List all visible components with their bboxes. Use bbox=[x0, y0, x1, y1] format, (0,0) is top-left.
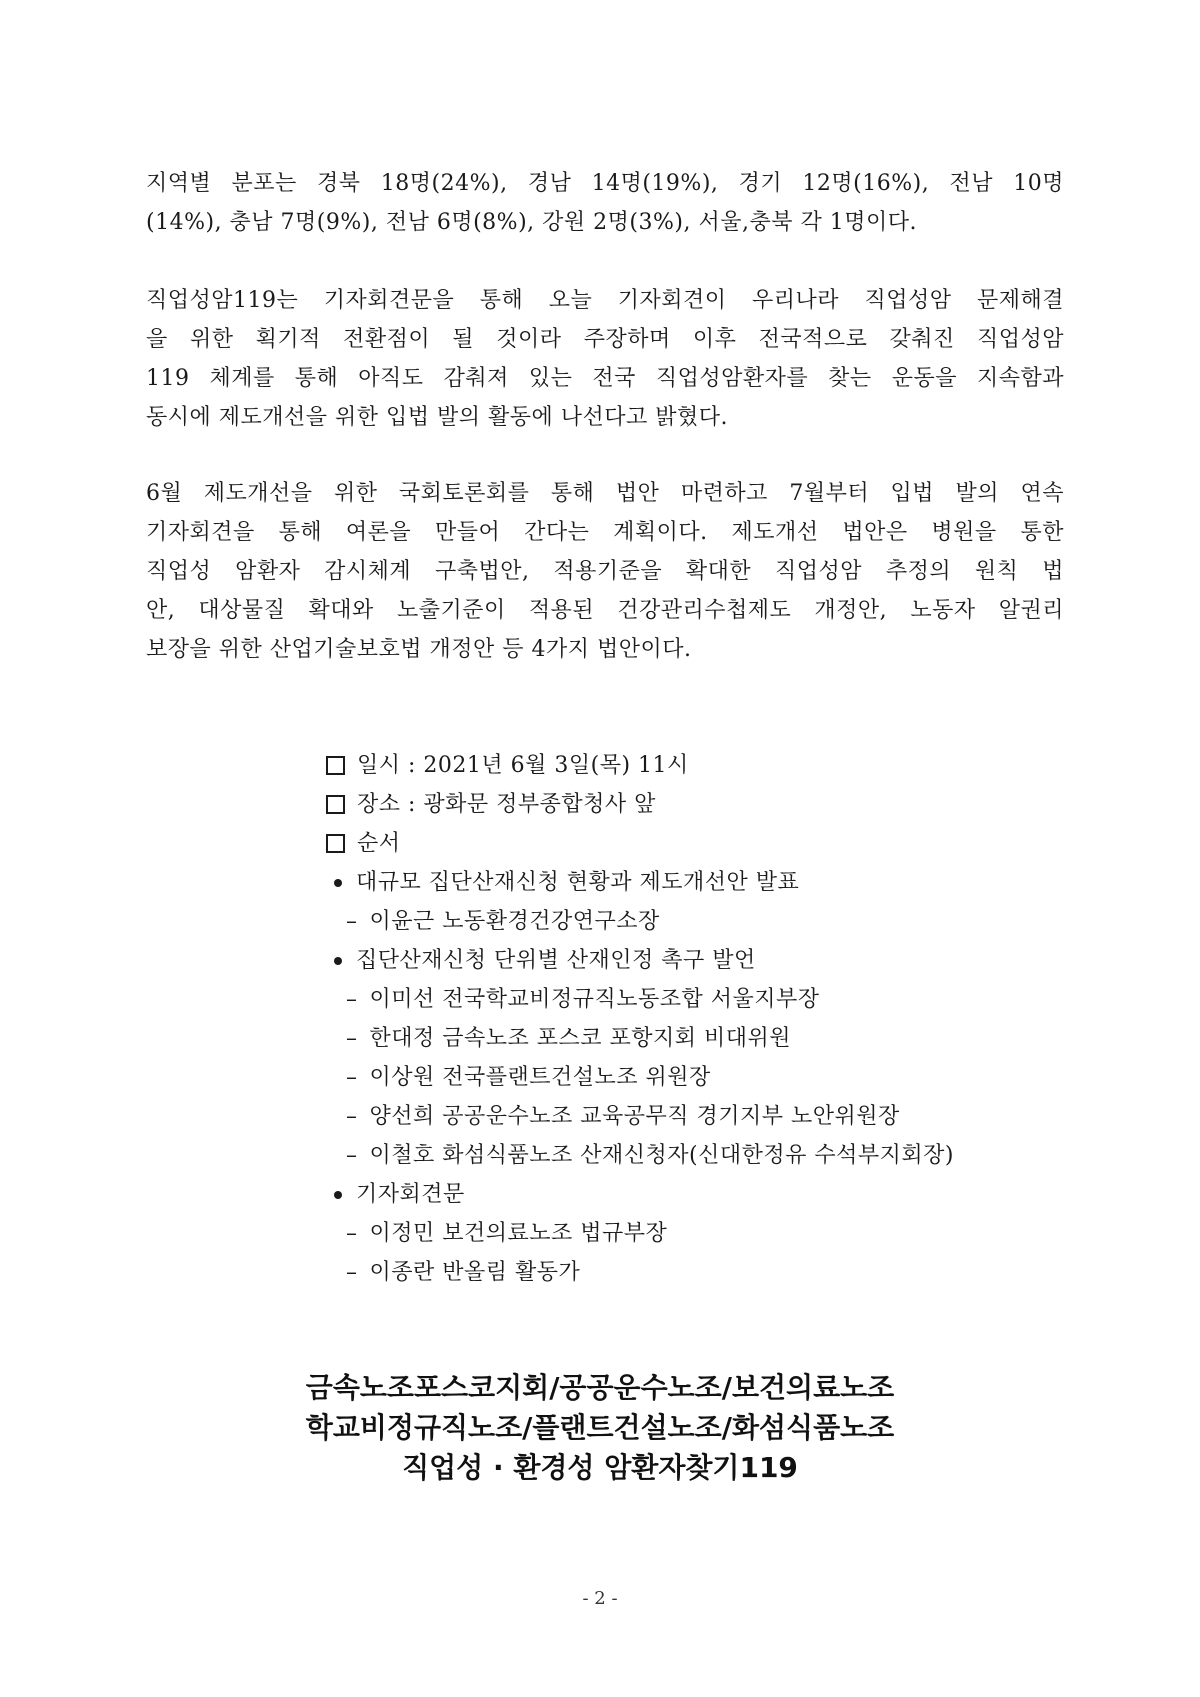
agenda-speaker-text: 이윤근 노동환경건강연구소장 bbox=[369, 909, 660, 934]
dash-icon: – bbox=[346, 1065, 358, 1090]
agenda-speaker-text: 한대정 금속노조 포스코 포항지회 비대위원 bbox=[369, 1026, 792, 1051]
event-datetime-text: 일시 : 2021년 6월 3일(목) 11시 bbox=[357, 753, 689, 778]
bullet-icon bbox=[334, 957, 342, 965]
paragraph-line: 직업성 암환자 감시체계 구축법안, 적용기준을 확대한 직업성암 추정의 원칙 법 bbox=[146, 559, 1064, 584]
agenda-speaker bbox=[326, 1136, 1086, 1175]
paragraph-line: 안, 대상물질 확대와 노출기준이 적용된 건강관리수첩제도 개정안, 노동자 알권리 bbox=[146, 598, 1064, 623]
paragraph-press-statement bbox=[146, 281, 1064, 437]
page-number: - 2 - bbox=[582, 1588, 618, 1609]
agenda-speaker bbox=[326, 980, 1086, 1019]
organizer-line: 금속노조포스코지회/공공운수노조/보건의료노조 bbox=[305, 1371, 895, 1404]
agenda-speaker-text: 이정민 보건의료노조 법규부장 bbox=[369, 1221, 668, 1246]
event-order bbox=[326, 824, 1086, 863]
event-place bbox=[326, 785, 1086, 824]
paragraph-line: 직업성암119는 기자회견문을 통해 오늘 기자회견이 우리나라 직업성암 문제해결 bbox=[146, 288, 1064, 313]
dash-icon: – bbox=[346, 987, 358, 1012]
paragraph-line: (14%), 충남 7명(9%), 전남 6명(8%), 강원 2명(3%), 서울,충북 각 1명이다. bbox=[146, 210, 917, 235]
bullet-icon bbox=[334, 1191, 342, 1199]
paragraph-line: 을 위한 획기적 전환점이 될 것이라 주장하며 이후 전국적으로 갖춰진 직업성암 bbox=[146, 327, 1064, 352]
agenda-speaker-text: 양선희 공공운수노조 교육공무직 경기지부 노안위원장 bbox=[369, 1104, 900, 1129]
dash-icon: – bbox=[346, 1260, 358, 1285]
paragraph-line: 지역별 분포는 경북 18명(24%), 경남 14명(19%), 경기 12명(16%), 전남 10명 bbox=[146, 171, 1064, 196]
agenda-speaker bbox=[326, 1097, 1086, 1136]
event-details bbox=[326, 746, 1086, 1292]
agenda-speaker-text: 이종란 반올림 활동가 bbox=[369, 1260, 581, 1285]
event-datetime bbox=[326, 746, 1086, 785]
paragraph-line: 보장을 위한 산업기술보호법 개정안 등 4가지 법안이다. bbox=[146, 637, 692, 662]
organizer-line: 직업성 · 환경성 암환자찾기119 bbox=[402, 1451, 798, 1484]
paragraph-line: 119 체계를 통해 아직도 감춰져 있는 전국 직업성암환자를 찾는 운동을 지속함과 bbox=[146, 366, 1064, 391]
organizer-line: 학교비정규직노조/플랜트건설노조/화섬식품노조 bbox=[305, 1411, 895, 1444]
paragraph-legislative-plan bbox=[146, 474, 1064, 669]
agenda-section bbox=[326, 941, 1086, 980]
agenda-section-title: 집단산재신청 단위별 산재인정 촉구 발언 bbox=[356, 948, 756, 973]
event-place-text: 장소 : 광화문 정부종합청사 앞 bbox=[357, 792, 656, 817]
dash-icon: – bbox=[346, 1143, 358, 1168]
dash-icon: – bbox=[346, 1026, 358, 1051]
checkbox-square-icon bbox=[326, 756, 345, 775]
event-order-label: 순서 bbox=[357, 831, 401, 856]
agenda-speaker bbox=[326, 902, 1086, 941]
agenda-speaker-text: 이철호 화섬식품노조 산재신청자(신대한정유 수석부지회장) bbox=[369, 1143, 954, 1168]
paragraph-line: 동시에 제도개선을 위한 입법 발의 활동에 나선다고 밝혔다. bbox=[146, 405, 728, 430]
agenda-speaker bbox=[326, 1058, 1086, 1097]
paragraph-line: 기자회견을 통해 여론을 만들어 간다는 계획이다. 제도개선 법안은 병원을 통한 bbox=[146, 520, 1064, 545]
agenda-speaker bbox=[326, 1019, 1086, 1058]
agenda-section bbox=[326, 863, 1086, 902]
agenda-speaker-text: 이상원 전국플랜트건설노조 위원장 bbox=[369, 1065, 711, 1090]
dash-icon: – bbox=[346, 1221, 358, 1246]
paragraph-regional-distribution bbox=[146, 164, 1064, 242]
dash-icon: – bbox=[346, 1104, 358, 1129]
checkbox-square-icon bbox=[326, 795, 345, 814]
agenda-section-title: 기자회견문 bbox=[356, 1182, 465, 1207]
agenda-speaker-text: 이미선 전국학교비정규직노동조합 서울지부장 bbox=[369, 987, 820, 1012]
agenda-speaker bbox=[326, 1214, 1086, 1253]
checkbox-square-icon bbox=[326, 834, 345, 853]
organizer-names bbox=[0, 1368, 1200, 1488]
bullet-icon bbox=[334, 879, 342, 887]
agenda-speaker bbox=[326, 1253, 1086, 1292]
paragraph-line: 6월 제도개선을 위한 국회토론회를 통해 법안 마련하고 7월부터 입법 발의 연속 bbox=[146, 481, 1064, 506]
agenda-section-title: 대규모 집단산재신청 현황과 제도개선안 발표 bbox=[356, 870, 800, 895]
dash-icon: – bbox=[346, 909, 358, 934]
agenda-section bbox=[326, 1175, 1086, 1214]
